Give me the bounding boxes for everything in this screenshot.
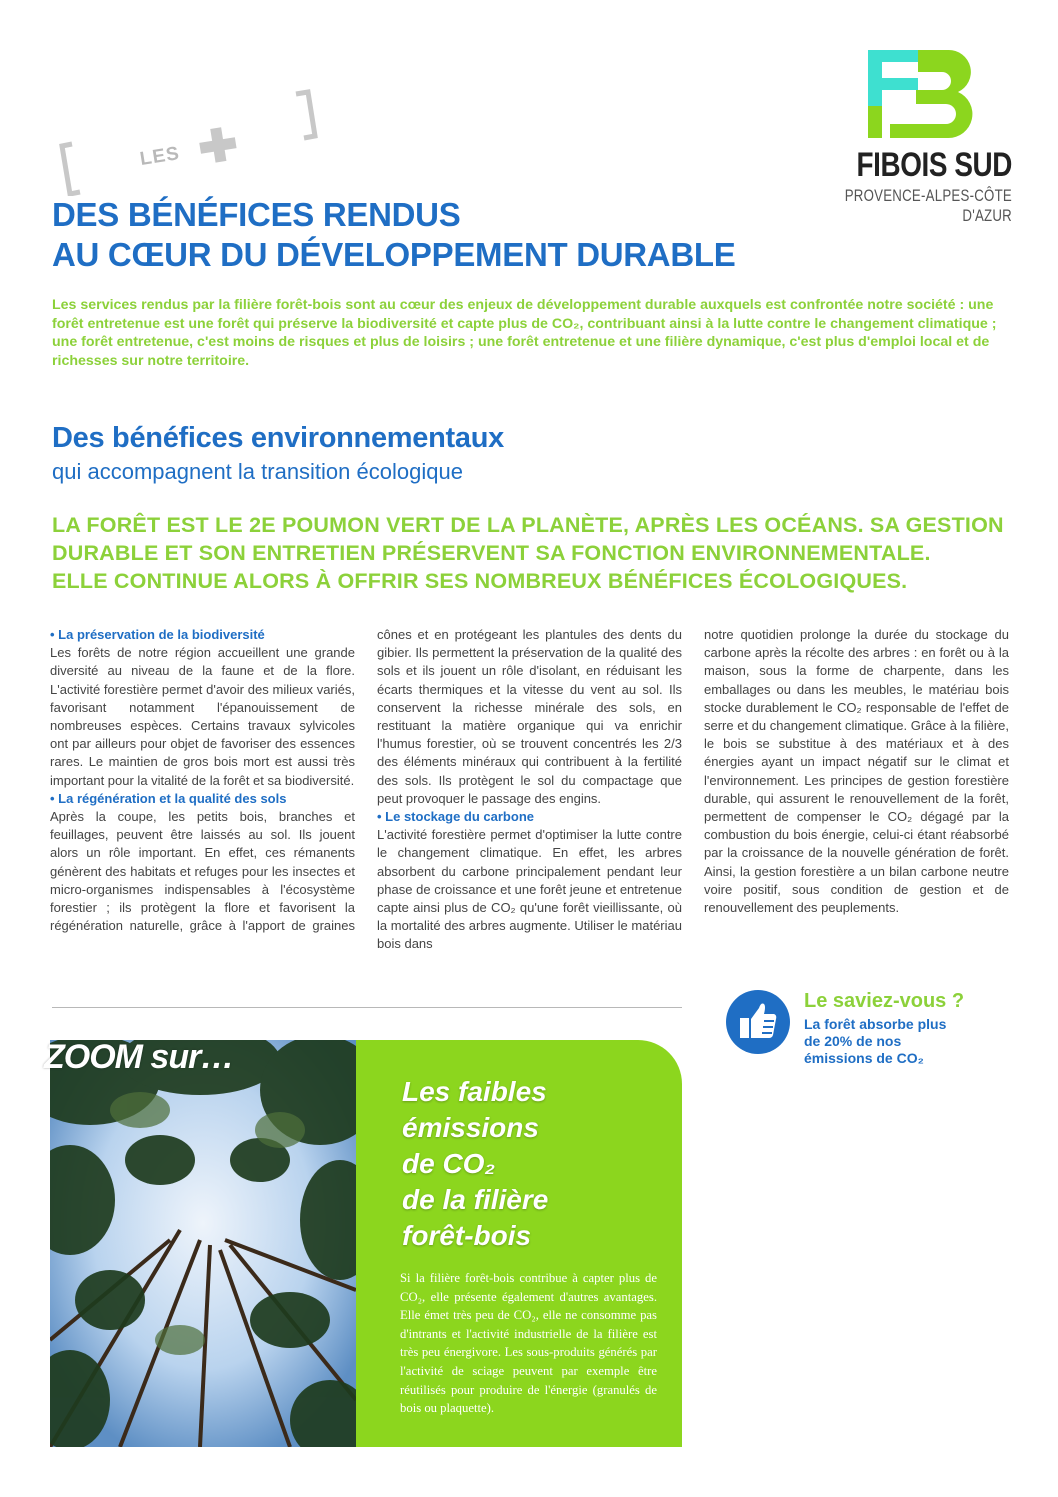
bullet-soils-text: Après la coupe, les petits bois, branches et feuillages, peuvent être laissés au sol. Ils jouent alors un rôle important. En effet, ces rémanents génèrent des habitats et refuges pour les insectes et micro-organismes indispensables à l'écosystème forestier ; ils protègent la flore et favorisent la régénération naturelle, grâce à l'apport de graines (50, 809, 355, 934)
zoom-label: ZOOM sur… (44, 1038, 234, 1076)
section-divider (52, 1007, 682, 1008)
les-plus-brackets (50, 86, 340, 196)
main-title-line-2: AU CŒUR DU DÉVELOPPEMENT DURABLE (52, 236, 736, 273)
fibois-logo-mark (860, 46, 1010, 146)
forest-canopy-photo (50, 1040, 356, 1447)
bullet-carbon-text: L'activité forestière permet d'optimiser la lutte contre le changement climatique. En effet, les arbres absorbent du carbone principalement pendant leur phase de croissance et une forêt jeune et entretenue capte ainsi plus de CO₂ qu'une forêt vieillissante, où la mortalité des arbres augmente. Utiliser le matériau bois dans (377, 827, 682, 952)
section-title: Des bénéfices environnementaux (52, 422, 504, 454)
les-label: LES (138, 143, 182, 171)
main-title-line-1: DES BÉNÉFICES RENDUS (52, 196, 461, 233)
saviez-title: Le saviez-vous ? (804, 990, 965, 1012)
zoom-title (402, 1074, 662, 1254)
highlight-statement (52, 511, 1032, 595)
bullet-biodiversity-text: Les forêts de notre région accueillent une grande diversité au niveau de la faune et de la flore. L'activité forestière permet d'avoir des milieux variés, favorisant notamment l'épanouissement de nombreuses espèces. Certains travaux sylvicoles ont par ailleurs pour objet de favoriser des essences rares. Le maintien de gros bois mort est aussi très important pour la vitalité de la forêt et sa biodiversité. (50, 645, 355, 788)
text-column-2 (377, 626, 682, 954)
bullet-carbon-heading: • Le stockage du carbone (377, 809, 534, 825)
zoom-title-line-2: émissions (402, 1112, 539, 1143)
zoom-title-line-1: Les faibles (402, 1076, 547, 1107)
zoom-title-line-4: de la filière (402, 1184, 549, 1215)
main-title (52, 195, 952, 275)
intro-paragraph: Les services rendus par la filière forêt-bois sont au cœur des enjeux de développement durable auxquels est confrontée notre société : une forêt entretenue est une forêt qui préserve la biodiversité et capte plus de CO₂, contribuant ainsi à la lutte contre le changement climatique ; une forêt entretenue, c'est moins de risques et plus de loisirs ; une forêt entretenue et une filière dynamique, c'est plus d'emploi local et de richesses sur notre territoire. (52, 297, 997, 369)
bullet-soils-continued: cônes et en protégeant les plantules des dents du gibier. Ils permettent la préservation de la qualité des sols et ils jouent un rôle d'isolant, en réduisant les écarts thermiques et la vitesse du vent au sol. Ils conservent la richesse minérale des sols, en restituant la matière organique qui va enrichir l'humus forestier, où se trouvent concentrés les 2/3 des éléments minéraux qui contribuent à la fertilité des sols. Ils protègent le sol du compactage que peut provoquer le passage des engins. (377, 627, 682, 806)
bullet-carbon-continued: notre quotidien prolonge la durée du stockage du carbone après la récolte des arbres : en forêt ou à la maison, sous la forme de charpente, dans les emballages ou dans les meubles, le matériau bois stocke durablement le CO₂ responsable de l'effet de serre et du changement climatique. Grâce à la filière, le bois se substitue à des matériaux et à des énergies ayant un impact négatif sur le climat et l'environnement. Les principes de gestion forestière durable, qui assurent le renouvellement de la forêt, permettent de compenser le CO₂ dégagé par la combustion du bois énergie, celui-ci étant réabsorbé par la croissance de la nouvelle génération de forêt. Ainsi, la gestion forestière a un bilan carbone neutre voire positif, sous condition de gestion et de renouvellement des peuplements. (704, 627, 1009, 916)
text-column-1 (50, 626, 355, 934)
text-column-3 (704, 626, 1009, 917)
zoom-text: Si la filière forêt-bois contribue à capter plus de CO₂, elle présente également d'autres avantages. Elle émet très peu de CO₂, elle ne consomme pas d'intrants et l'activité industrielle de la filière est très peu énergivore. Les sous-produits générés par l'activité de sciage peuvent par exemple être réutilisés pour produire de l'énergie (granulés de bois ou plaquette). (400, 1271, 657, 1416)
logo-wordmark: FIBOIS SUD (856, 146, 1012, 184)
logo-region: PROVENCE-ALPES-CÔTE D'AZUR (844, 186, 1012, 225)
thumbs-up-icon (726, 990, 790, 1054)
section-subtitle: qui accompagnent la transition écologique (52, 459, 463, 484)
bullet-biodiversity-heading: • La préservation de la biodiversité (50, 627, 265, 642)
highlight-line-2: DURABLE ET SON ENTRETIEN PRÉSERVENT SA FONCTION ENVIRONNEMENTALE. (52, 541, 931, 565)
highlight-line-3: ELLE CONTINUE ALORS À OFFRIR SES NOMBREUX BÉNÉFICES ÉCOLOGIQUES. (52, 569, 908, 593)
highlight-line-1: LA FORÊT EST LE 2E POUMON VERT DE LA PLANÈTE, APRÈS LES OCÉANS. SA GESTION (52, 513, 1004, 537)
saviez-text: La forêt absorbe plus de 20% de nos émissions de CO₂ (804, 1016, 947, 1066)
bullet-soils-heading: • La régénération et la qualité des sols (50, 790, 287, 806)
zoom-title-line-3: de CO₂ (402, 1148, 496, 1179)
zoom-title-line-5: forêt-bois (402, 1220, 532, 1251)
